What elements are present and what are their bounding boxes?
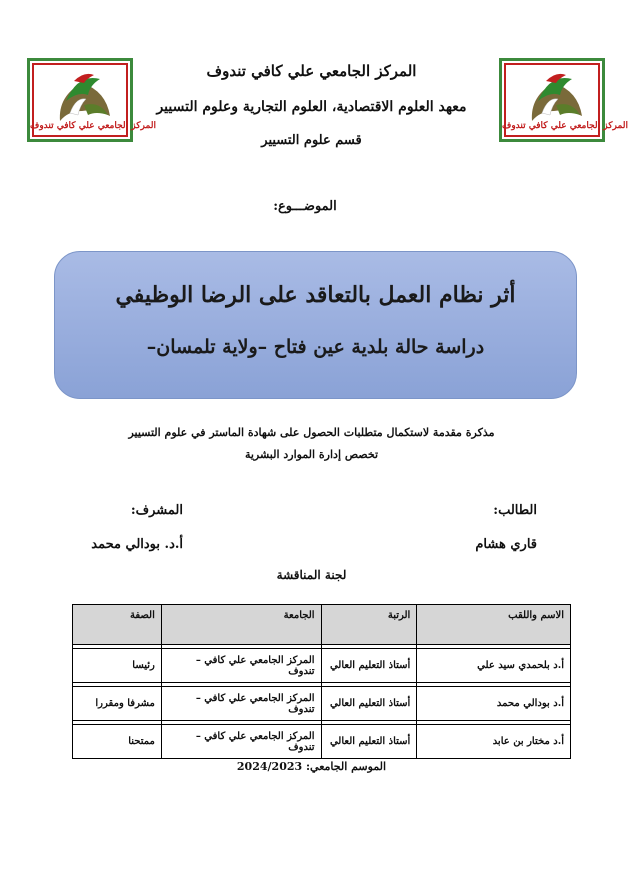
cell-role: مشرفا ومقررا — [73, 687, 162, 721]
cell-name: أ.د بودالي محمد — [417, 687, 571, 721]
thesis-subtitle: دراسة حالة بلدية عين فتاح –ولاية تلمسان– — [146, 336, 485, 358]
header-rank: الرتبة — [321, 605, 417, 645]
supervisor-label: المشرف: — [130, 503, 183, 518]
institution-name: المركز الجامعي علي كافي تندوف — [206, 62, 417, 80]
jury-table — [72, 604, 571, 759]
thesis-purpose: مذكرة مقدمة لاستكمال متطلبات الحصول على شهادة الماستر في علوم التسيير — [128, 426, 495, 439]
header-role: الصفة — [73, 605, 162, 645]
title-banner — [54, 251, 577, 399]
cell-university: المركز الجامعي علي كافي – تندوف — [161, 725, 321, 759]
cell-university: المركز الجامعي علي كافي – تندوف — [161, 687, 321, 721]
student-name: قاري هشام — [475, 537, 537, 552]
table-row — [73, 687, 571, 721]
cell-role: ممتحنا — [73, 725, 162, 759]
supervisor-name: أ.د. بودالي محمد — [91, 537, 183, 552]
thesis-title: أثر نظام العمل بالتعاقد على الرضا الوظيفي — [115, 282, 516, 308]
table-row — [73, 649, 571, 683]
committee-title: لجنة المناقشة — [276, 568, 347, 582]
institute-name: معهد العلوم الاقتصادية، العلوم التجارية وعلوم التسيير — [156, 99, 467, 115]
student-label: الطالب: — [493, 503, 537, 518]
table-header-row — [73, 605, 571, 645]
thesis-specialty: تخصص إدارة الموارد البشرية — [244, 448, 379, 461]
header-name: الاسم واللقب — [417, 605, 571, 645]
table-row — [73, 725, 571, 759]
header-university: الجامعة — [161, 605, 321, 645]
cell-rank: أستاذ التعليم العالي — [321, 687, 417, 721]
cell-university: المركز الجامعي علي كافي – تندوف — [161, 649, 321, 683]
cell-rank: أستاذ التعليم العالي — [321, 649, 417, 683]
department-name: قسم علوم التسيير — [261, 133, 362, 148]
logo-caption: المركز الجامعي علي كافي تندوف — [30, 121, 156, 131]
logo-caption: المركز الجامعي علي كافي تندوف — [502, 121, 628, 131]
cell-rank: أستاذ التعليم العالي — [321, 725, 417, 759]
cell-role: رئيسا — [73, 649, 162, 683]
subject-label: الموضـــوع: — [273, 199, 337, 214]
cell-name: أ.د مختار بن عابد — [417, 725, 571, 759]
cell-name: أ.د بلحمدي سيد علي — [417, 649, 571, 683]
academic-season: الموسم الجامعي: 2024/2023 — [236, 760, 387, 773]
